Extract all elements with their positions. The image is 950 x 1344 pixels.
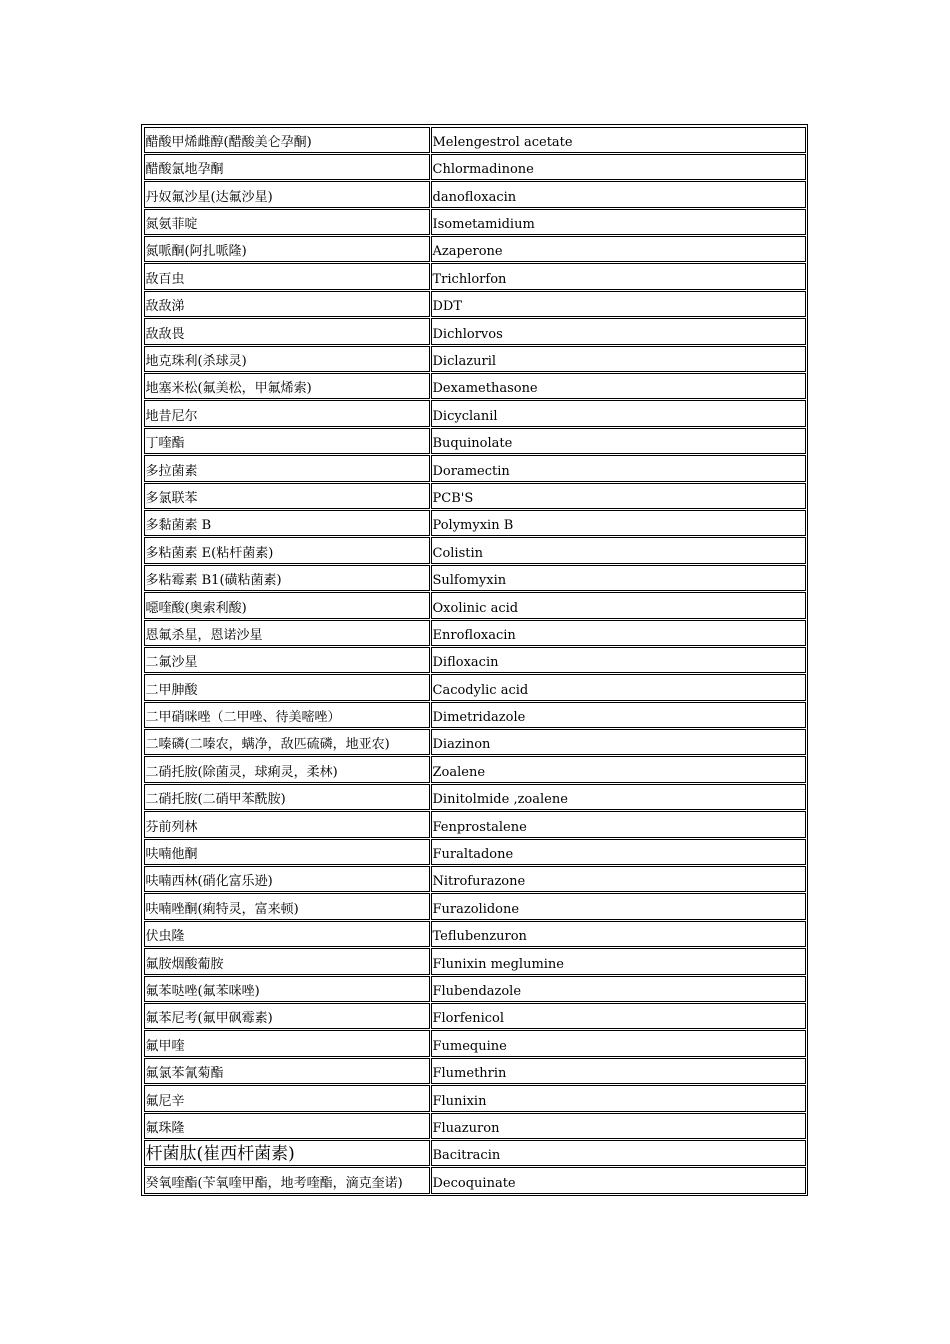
chinese-name-cell: 氟胺烟酸葡胺 (144, 948, 430, 974)
chinese-name-cell: 二甲胂酸 (144, 674, 430, 700)
chinese-name-cell: 二氟沙星 (144, 647, 430, 673)
english-name-cell: Furaltadone (431, 839, 806, 865)
table-row (143, 1030, 806, 1057)
english-name-cell: Dichlorvos (431, 318, 806, 344)
chinese-name-cell: 芬前列林 (144, 811, 430, 837)
chinese-name-cell: 敌敌涕 (144, 291, 430, 317)
chinese-name-cell: 二硝托胺(除菌灵，球痢灵，柔林) (144, 756, 430, 782)
chinese-name-cell: 呋喃他酮 (144, 839, 430, 865)
english-name-cell: Flunixin meglumine (431, 948, 806, 974)
english-name-cell: Polymyxin B (431, 510, 806, 536)
table-row (143, 318, 806, 345)
english-name-cell: Fluazuron (431, 1113, 806, 1139)
english-name-cell: danofloxacin (431, 181, 806, 207)
english-name-cell: Dimetridazole (431, 702, 806, 728)
chinese-name-cell: 敌敌畏 (144, 318, 430, 344)
english-name-cell: Bacitracin (431, 1140, 806, 1166)
table-row (143, 181, 806, 208)
table-row (143, 482, 806, 509)
chinese-name-cell: 丹奴氟沙星(达氟沙星) (144, 181, 430, 207)
chinese-name-cell: 二硝托胺(二硝甲苯酰胺) (144, 784, 430, 810)
chinese-name-cell: 氟甲喹 (144, 1030, 430, 1056)
chinese-name-cell: 多氯联苯 (144, 483, 430, 509)
chinese-name-cell: 地克珠利(杀球灵) (144, 346, 430, 372)
chinese-name-cell: 噁喹酸(奥索利酸) (144, 592, 430, 618)
english-name-cell: Flumethrin (431, 1058, 806, 1084)
table-row (143, 1057, 806, 1084)
chinese-name-cell: 癸氧喹酯(苄氧喹甲酯，地考喹酯，滴克奎诺) (144, 1167, 430, 1193)
chinese-name-cell: 氟珠隆 (144, 1113, 430, 1139)
table-row (143, 1139, 806, 1166)
english-name-cell: Flunixin (431, 1085, 806, 1111)
english-name-cell: Chlormadinone (431, 154, 806, 180)
english-name-cell: Nitrofurazone (431, 866, 806, 892)
english-name-cell: Fumequine (431, 1030, 806, 1056)
table-row (143, 729, 806, 756)
table-row (143, 783, 806, 810)
english-name-cell: Fenprostalene (431, 811, 806, 837)
table-row (143, 153, 806, 180)
english-name-cell: Dinitolmide ,zoalene (431, 784, 806, 810)
chinese-name-cell: 多拉菌素 (144, 455, 430, 481)
chinese-name-cell: 氟尼辛 (144, 1085, 430, 1111)
table-row (143, 1112, 806, 1139)
chinese-name-cell: 呋喃唑酮(痢特灵，富来顿) (144, 893, 430, 919)
chinese-name-cell: 氮氨菲啶 (144, 209, 430, 235)
chinese-name-cell: 二甲硝咪唑（二甲唑、待美嘧唑） (144, 702, 430, 728)
english-name-cell: Difloxacin (431, 647, 806, 673)
table-row (143, 893, 806, 920)
english-name-cell: PCB'S (431, 483, 806, 509)
chinese-name-cell: 二嗪磷(二嗪农，螨净，敌匹硫磷，地亚农) (144, 729, 430, 755)
english-name-cell: Melengestrol acetate (431, 127, 806, 153)
table-row (143, 701, 806, 728)
chinese-name-cell: 地塞米松(氟美松，甲氟烯索) (144, 373, 430, 399)
table-row (143, 236, 806, 263)
english-name-cell: Colistin (431, 537, 806, 563)
chinese-name-cell: 多粘菌素 E(粘杆菌素) (144, 537, 430, 563)
chinese-name-cell: 呋喃西林(硝化富乐逊) (144, 866, 430, 892)
table-row (143, 920, 806, 947)
english-name-cell: Florfenicol (431, 1003, 806, 1029)
table-row (143, 756, 806, 783)
drug-name-table (141, 124, 808, 1196)
english-name-cell: Diclazuril (431, 346, 806, 372)
chinese-name-cell: 醋酸氯地孕酮 (144, 154, 430, 180)
chinese-name-cell: 恩氟杀星，恩诺沙星 (144, 620, 430, 646)
chinese-name-cell: 多黏菌素 B (144, 510, 430, 536)
english-name-cell: Azaperone (431, 236, 806, 262)
table-row (143, 838, 806, 865)
table-row (143, 1003, 806, 1030)
table-row (143, 427, 806, 454)
table-row (143, 564, 806, 591)
table-row (143, 866, 806, 893)
english-name-cell: Flubendazole (431, 976, 806, 1002)
chinese-name-cell: 醋酸甲烯雌醇(醋酸美仑孕酮) (144, 127, 430, 153)
table-row (143, 975, 806, 1002)
english-name-cell: Teflubenzuron (431, 921, 806, 947)
table-row (143, 948, 806, 975)
chinese-name-cell: 敌百虫 (144, 263, 430, 289)
chinese-name-cell: 氟苯尼考(氟甲砜霉素) (144, 1003, 430, 1029)
english-name-cell: Oxolinic acid (431, 592, 806, 618)
english-name-cell: Doramectin (431, 455, 806, 481)
table-row (143, 208, 806, 235)
english-name-cell: Furazolidone (431, 893, 806, 919)
table-row (143, 455, 806, 482)
table-row (143, 1085, 806, 1112)
english-name-cell: Dexamethasone (431, 373, 806, 399)
english-name-cell: Zoalene (431, 756, 806, 782)
table-row (143, 345, 806, 372)
table-row (143, 263, 806, 290)
english-name-cell: DDT (431, 291, 806, 317)
table-row (143, 811, 806, 838)
table-row (143, 1167, 806, 1194)
chinese-name-cell: 伏虫隆 (144, 921, 430, 947)
chinese-name-cell: 氮哌酮(阿扎哌隆) (144, 236, 430, 262)
table-row (143, 509, 806, 536)
chinese-name-cell: 氟苯哒唑(氟苯咪唑) (144, 976, 430, 1002)
english-name-cell: Decoquinate (431, 1167, 806, 1193)
table-row (143, 126, 806, 153)
table-row (143, 646, 806, 673)
english-name-cell: Isometamidium (431, 209, 806, 235)
english-name-cell: Enrofloxacin (431, 620, 806, 646)
table-row (143, 537, 806, 564)
english-name-cell: Sulfomyxin (431, 565, 806, 591)
table-row (143, 373, 806, 400)
english-name-cell: Trichlorfon (431, 263, 806, 289)
english-name-cell: Diazinon (431, 729, 806, 755)
table-row (143, 592, 806, 619)
english-name-cell: Dicyclanil (431, 400, 806, 426)
table-row (143, 619, 806, 646)
chinese-name-cell: 杆菌肽(崔西杆菌素) (144, 1140, 430, 1166)
chinese-name-cell: 丁喹酯 (144, 428, 430, 454)
english-name-cell: Cacodylic acid (431, 674, 806, 700)
table-row (143, 674, 806, 701)
table-row (143, 400, 806, 427)
english-name-cell: Buquinolate (431, 428, 806, 454)
chinese-name-cell: 地昔尼尔 (144, 400, 430, 426)
chinese-name-cell: 氟氯苯氰菊酯 (144, 1058, 430, 1084)
chinese-name-cell: 多粘霉素 B1(磺粘菌素) (144, 565, 430, 591)
table-row (143, 290, 806, 317)
